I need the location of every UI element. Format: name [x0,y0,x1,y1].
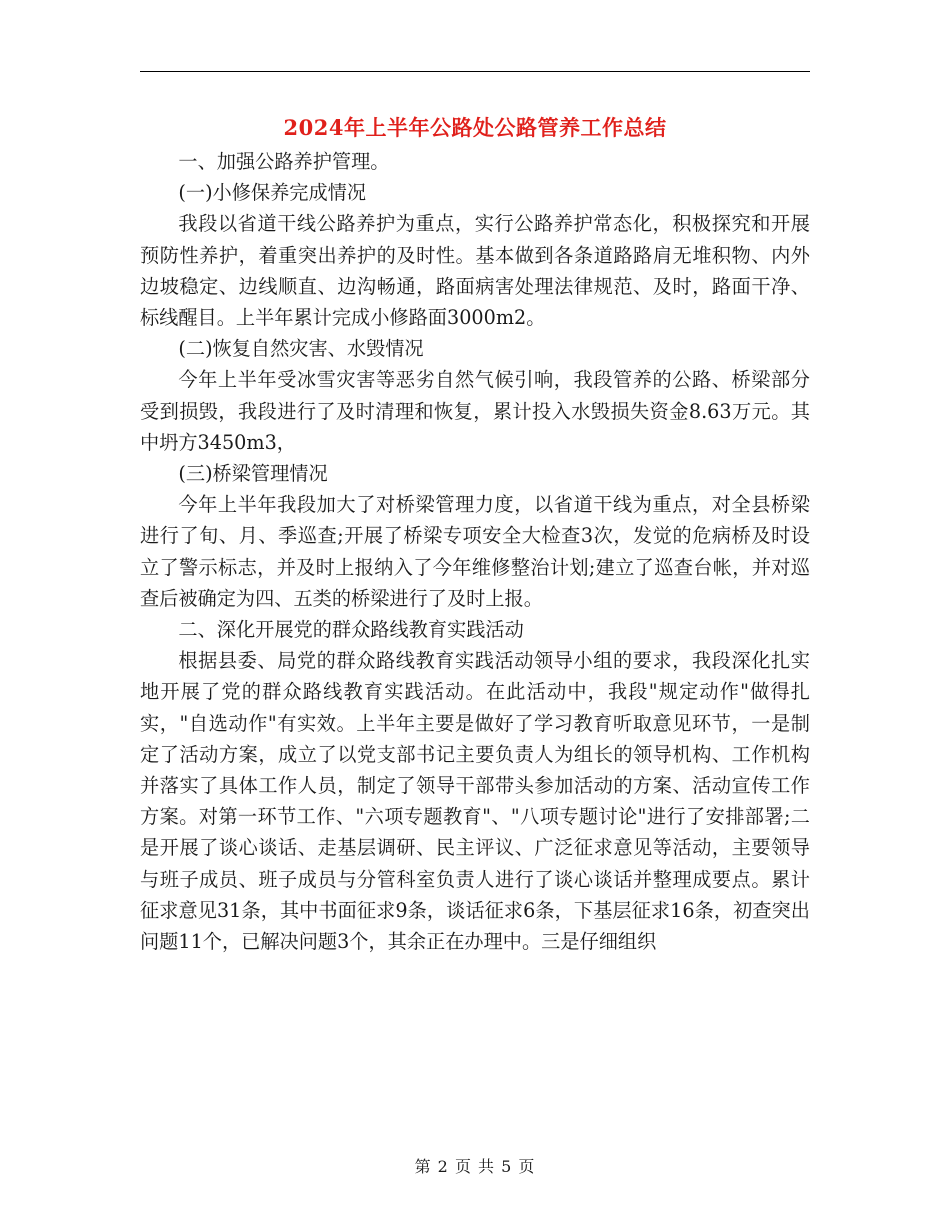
section-heading-2: 二、深化开展党的群众路线教育实践活动 [178,618,524,642]
body-paragraph: 我段以省道干线公路养护为重点，实行公路养护常态化，积极探究和开展预防性养护，着重突出养护的及时性。基本做到各条道路路肩无堆积物、内外边坡稳定、边线顺直、边沟畅通，路面病害处理法律规范、及时，路面干净、标线醒目。上半年累计完成小修路面3000m2。 [140,212,810,330]
subsection-heading-2: (二)恢复自然灾害、水毁情况 [178,337,424,361]
subsection-heading-1: (一)小修保养完成情况 [178,181,367,205]
page-number-footer: 第 2 页 共 5 页 [414,1157,536,1176]
body-paragraph: 今年上半年受冰雪灾害等恶劣自然气候引响，我段管养的公路、桥梁部分受到损毁，我段进行了及时清理和恢复，累计投入水毁损失资金8.63万元。其中坍方3450m3， [140,368,810,454]
body-paragraph: 根据县委、局党的群众路线教育实践活动领导小组的要求，我段深化扎实地开展了党的群众路线教育实践活动。在此活动中，我段"规定动作"做得扎实，"自选动作"有实效。上半年主要是做好了学习教育听取意见环节，一是制定了活动方案，成立了以党支部书记主要负责人为组长的领导机构、工作机构并落实了具体工作人员，制定了领导干部带头参加活动的方案、活动宣传工作方案。对第一环节工作、"六项专题教育"、"八项专题讨论"进行了安排部署;二是开展了谈心谈话、走基层调研、民主评议、广泛征求意见等活动，主要领导与班子成员、班子成员与分管科室负责人进行了谈心谈话并整理成要点。累计征求意见31条，其中书面征求9条，谈话征求6条，下基层征求16条，初查突出问题11个，已解决问题3个，其余正在办理中。三是仔细组织 [140,649,810,954]
document-body [140,146,810,957]
section-heading-1: 一、加强公路养护管理。 [178,150,390,173]
document-title: 2024年上半年公路处公路管养工作总结 [283,115,667,140]
header-rule [140,71,810,72]
subsection-heading-3: (三)桥梁管理情况 [178,462,328,486]
body-paragraph: 今年上半年我段加大了对桥梁管理力度，以省道干线为重点，对全县桥梁进行了旬、月、季巡查;开展了桥梁专项安全大检查3次，发觉的危病桥及时设立了警示标志，并及时上报纳入了今年维修整治计划;建立了巡查台帐，并对巡查后被确定为四、五类的桥梁进行了及时上报。 [140,493,810,610]
